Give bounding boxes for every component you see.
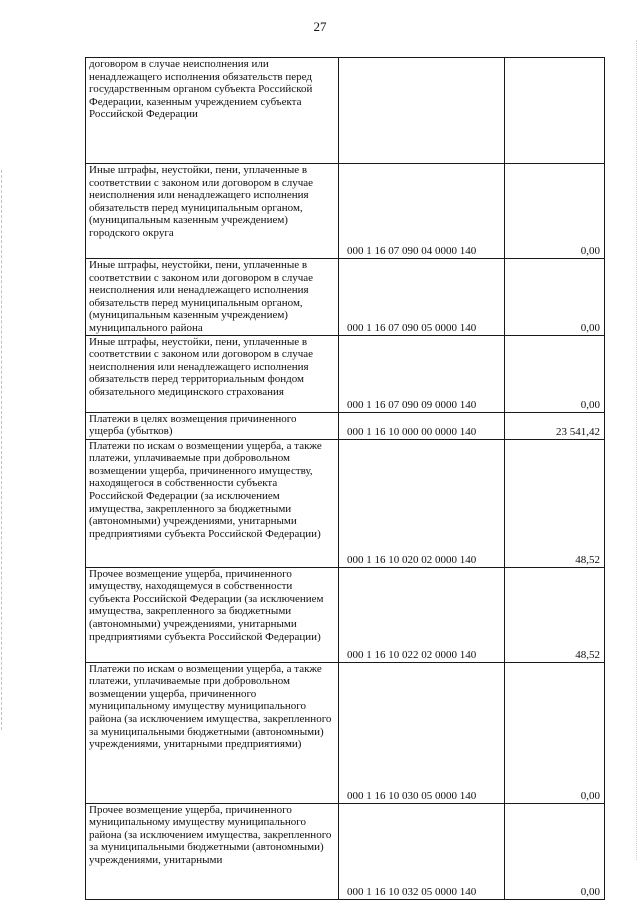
row-name: Иные штрафы, неустойки, пени, уплаченные в соответствии с законом или договором в случае неисполнения или ненадлежащего исполнения обязательств перед территориальным фондом обязательного медицинского страхования — [86, 335, 339, 412]
row-amount: 0,00 — [505, 164, 605, 259]
row-amount — [505, 58, 605, 164]
row-code: 000 1 16 10 032 05 0000 140 — [339, 803, 505, 899]
row-amount: 0,00 — [505, 259, 605, 336]
row-amount: 48,52 — [505, 439, 605, 567]
scan-edge-right — [636, 40, 639, 860]
row-name: Платежи по искам о возмещении ущерба, а также платежи, уплачиваемые при добровольном возмещении ущерба, причиненного имуществу, находящегося в собственности субъекта Российской Федерации (за исключением имущества, закрепленного за бюджетными (автономными) учреждениями, унитарными предприятиями субъекта Российской Федерации) — [86, 439, 339, 567]
table-row — [86, 567, 605, 662]
row-name: Иные штрафы, неустойки, пени, уплаченные в соответствии с законом или договором в случае неисполнения или ненадлежащего исполнения обязательств перед муниципальным органом, (муниципальным казенным учреждением) городского округа — [86, 164, 339, 259]
row-name: Платежи по искам о возмещении ущерба, а также платежи, уплачиваемые при добровольном возмещении ущерба, причиненного муниципальному имуществу муниципального района (за исключением имущества, закрепленного за муниципальными бюджетными (автономными) учреждениями, унитарными предприятиями) — [86, 662, 339, 803]
table-row — [86, 412, 605, 439]
table-row — [86, 335, 605, 412]
row-code: 000 1 16 07 090 05 0000 140 — [339, 259, 505, 336]
row-name: Прочее возмещение ущерба, причиненного имуществу, находящемуся в собственности субъекта Российской Федерации (за исключением имущества, закрепленного за бюджетными (автономными) учреждениями, унитарными предприятиями субъекта Российской Федерации) — [86, 567, 339, 662]
table-row — [86, 662, 605, 803]
row-amount: 23 541,42 — [505, 412, 605, 439]
table-row — [86, 58, 605, 164]
row-code: 000 1 16 07 090 04 0000 140 — [339, 164, 505, 259]
row-amount: 0,00 — [505, 335, 605, 412]
revenue-table — [85, 57, 605, 900]
row-code: 000 1 16 10 030 05 0000 140 — [339, 662, 505, 803]
row-amount: 0,00 — [505, 662, 605, 803]
row-amount: 48,52 — [505, 567, 605, 662]
row-name: Иные штрафы, неустойки, пени, уплаченные в соответствии с законом или договором в случае неисполнения или ненадлежащего исполнения обязательств перед муниципальным органом, (муниципальным казенным учреждением) муниципального района — [86, 259, 339, 336]
row-amount: 0,00 — [505, 803, 605, 899]
row-code: 000 1 16 10 020 02 0000 140 — [339, 439, 505, 567]
table-row — [86, 803, 605, 899]
table-row — [86, 164, 605, 259]
row-code: 000 1 16 10 000 00 0000 140 — [339, 412, 505, 439]
row-code: 000 1 16 10 022 02 0000 140 — [339, 567, 505, 662]
row-name: Платежи в целях возмещения причиненного ущерба (убытков) — [86, 412, 339, 439]
row-name: Прочее возмещение ущерба, причиненного муниципальному имуществу муниципального района (за исключением имущества, закрепленного за муниципальными бюджетными (автономными) учреждениями, унитарными — [86, 803, 339, 899]
page-number: 27 — [313, 19, 327, 34]
row-code — [339, 58, 505, 164]
scan-edge-left — [1, 170, 4, 730]
table-row — [86, 439, 605, 567]
table-row — [86, 259, 605, 336]
row-code: 000 1 16 07 090 09 0000 140 — [339, 335, 505, 412]
row-name: договором в случае неисполнения или ненадлежащего исполнения обязательств перед государственным органом субъекта Российской Федерации, казенным учреждением субъекта Российской Федерации — [86, 58, 339, 164]
